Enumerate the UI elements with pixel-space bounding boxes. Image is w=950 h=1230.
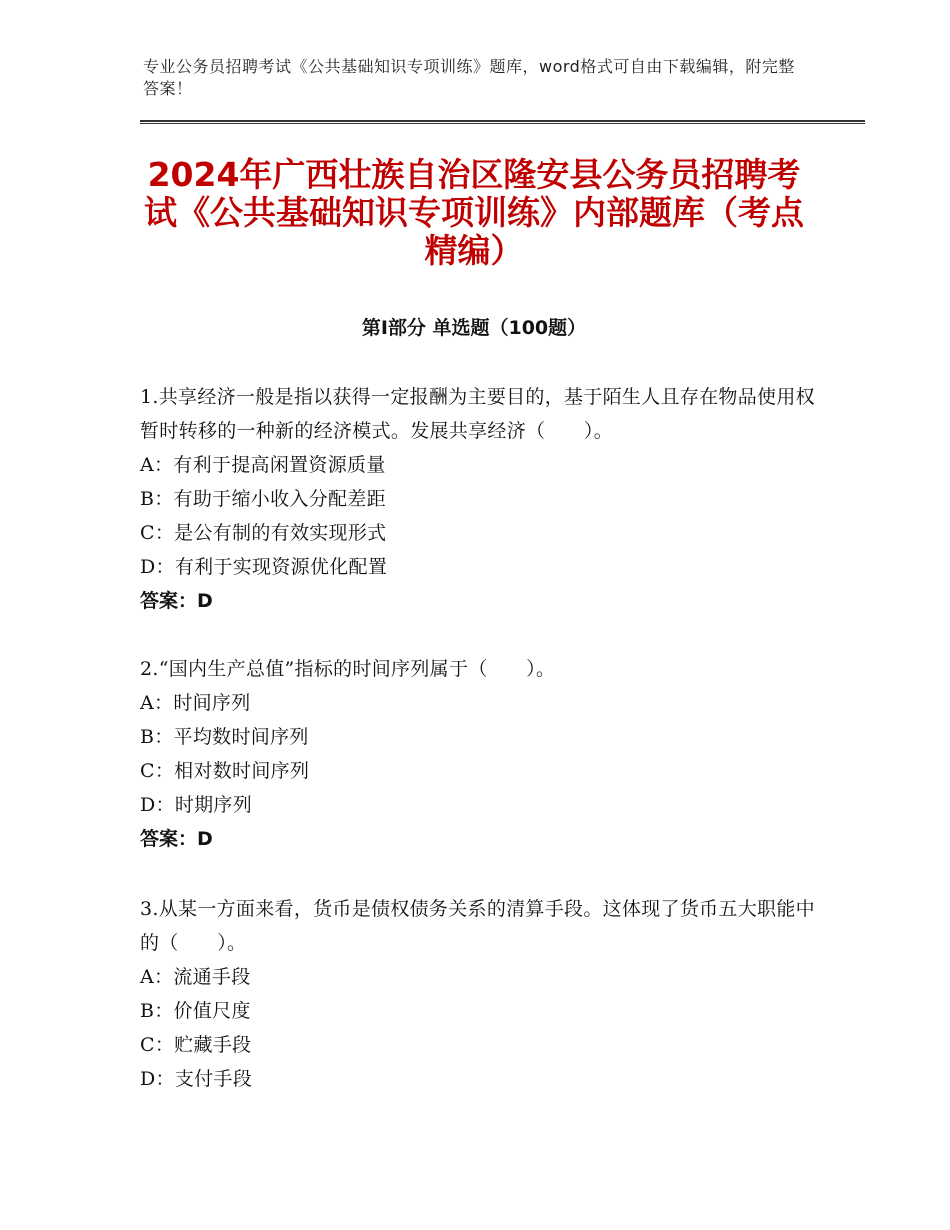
option-d: D：有利于实现资源优化配置 — [140, 556, 388, 578]
option-c: C：相对数时间序列 — [140, 760, 310, 782]
option-c: C：是公有制的有效实现形式 — [140, 522, 387, 544]
question-2 — [140, 652, 820, 856]
question-3 — [140, 892, 820, 1096]
option-a: A：有利于提高闲置资源质量 — [140, 454, 386, 476]
option-b: B：有助于缩小收入分配差距 — [140, 488, 386, 510]
question-stem: 2.“国内生产总值”指标的时间序列属于（ ）。 — [140, 658, 556, 680]
option-b: B：价值尺度 — [140, 1000, 251, 1022]
question-stem: 1.共享经济一般是指以获得一定报酬为主要目的，基于陌生人且存在物品使用权暂时转移的一种新的经济模式。发展共享经济（ ）。 — [140, 386, 815, 442]
option-b: B：平均数时间序列 — [140, 726, 309, 748]
option-d: D：支付手段 — [140, 1068, 253, 1090]
option-d: D：时期序列 — [140, 794, 253, 816]
option-a: A：时间序列 — [140, 692, 251, 714]
section-heading: 第Ⅰ部分 单选题（100题） — [361, 317, 587, 339]
question-1 — [140, 380, 820, 618]
header-note: 专业公务员招聘考试《公共基础知识专项训练》题库，word格式可自由下载编辑，附完整答案！ — [143, 57, 795, 98]
option-c: C：贮藏手段 — [140, 1034, 252, 1056]
question-stem: 3.从某一方面来看，货币是债权债务关系的清算手段。这体现了货币五大职能中的（ ）。 — [140, 898, 815, 954]
header-divider — [140, 120, 865, 124]
option-a: A：流通手段 — [140, 966, 251, 988]
answer: 答案：D — [140, 828, 213, 850]
document-title: 2024年广西壮族自治区隆安县公务员招聘考试《公共基础知识专项训练》内部题库（考点精编） — [144, 155, 804, 270]
answer: 答案：D — [140, 590, 213, 612]
